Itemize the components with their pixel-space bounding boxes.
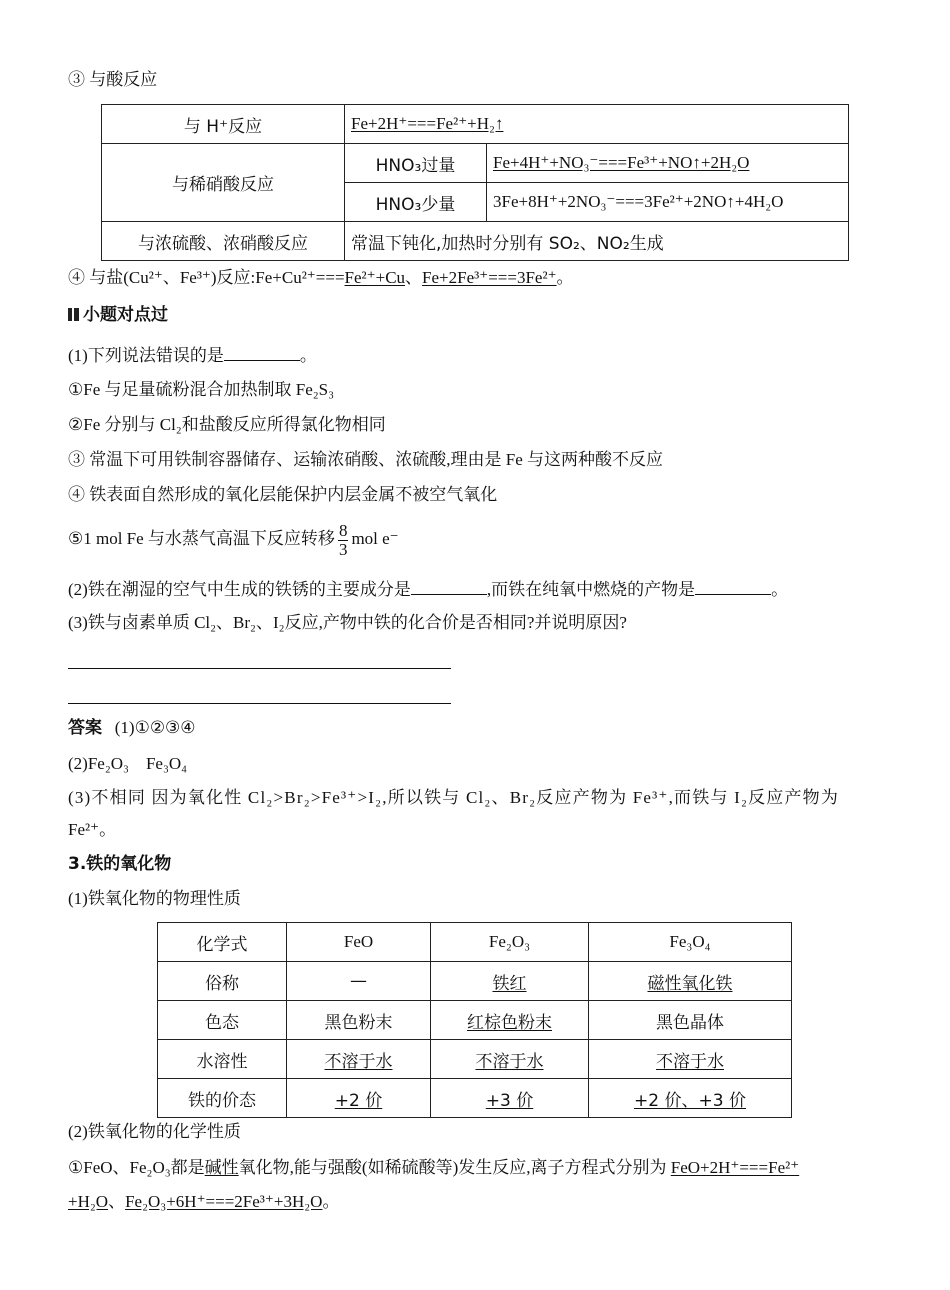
cell-feo-color: 黑色粉末 — [287, 1001, 431, 1040]
oxides-chemical-heading: (2)铁氧化物的化学性质 — [68, 1122, 241, 1141]
salt-end: 。 — [556, 268, 574, 287]
oxides-physical-heading: (1)铁氧化物的物理性质 — [68, 889, 241, 908]
header-formula: 化学式 — [158, 923, 287, 962]
header-fe3o4: Fe₃O₄ — [589, 923, 792, 962]
row-label-solubility: 水溶性 — [158, 1040, 287, 1079]
answer-line-1 — [68, 668, 451, 669]
cell-feo-name: — — [287, 962, 431, 1001]
cell-fe3o4-name: 磁性氧化铁 — [647, 973, 733, 994]
chemical-answer-feo-cont: +H₂O — [68, 1192, 109, 1211]
acid-reaction-table — [101, 104, 849, 261]
section-marker-icon — [68, 308, 79, 321]
salt-prefix: ④ 与盐(Cu²⁺、Fe³⁺)反应:Fe+Cu²⁺=== — [68, 268, 345, 287]
answer-blank-2b — [695, 576, 771, 595]
chemical-answer-fe2o3: Fe₂O₃+6H⁺===2Fe³⁺+3H₂O — [125, 1192, 323, 1211]
reaction-concentrated: 常温下钝化,加热时分别有 SO₂、NO₂生成 — [345, 222, 849, 261]
sub-label-nitric-less: HNO₃少量 — [345, 183, 487, 222]
answer-line-a1 — [68, 716, 196, 740]
answer-label: 答案 — [68, 718, 102, 738]
row-label-dilute-nitric: 与稀硝酸反应 — [102, 144, 345, 222]
question-2: (2)铁在潮湿的空气中生成的铁锈的主要成分是 ,而铁在纯氧中燃烧的产物是 。 — [68, 576, 788, 602]
question-2-text-a: (2)铁在潮湿的空气中生成的铁锈的主要成分是 — [68, 580, 411, 599]
quiz-title-text: 小题对点过 — [83, 305, 168, 325]
chemical-text-c: 氧化物,能与强酸(如稀硫酸等)发生反应,离子方程式分别为 — [238, 1158, 671, 1177]
answer-2: (2)Fe₂O₃ Fe₃O₄ — [68, 754, 188, 773]
statement-2: ②Fe 分别与 Cl₂和盐酸反应所得氯化物相同 — [68, 415, 386, 434]
reaction-nitric-less: 3Fe+8H⁺+2NO₃⁻===3Fe²⁺+2NO↑+4H₂O — [487, 183, 849, 222]
oxides-table — [157, 922, 792, 1118]
row-label-valence: 铁的价态 — [158, 1079, 287, 1118]
cell-fe2o3-color: 红棕色粉末 — [467, 1012, 552, 1033]
statement-5 — [68, 518, 399, 560]
reaction-h-plus: Fe+2H⁺===Fe²⁺+H₂↑ — [351, 114, 504, 133]
row-label-common-name: 俗称 — [158, 962, 287, 1001]
chemical-answer-feo: FeO+2H⁺===Fe²⁺ — [670, 1158, 800, 1177]
chemical-line-1 — [68, 1156, 799, 1180]
fraction-numerator: 8 — [338, 520, 348, 540]
header-fe2o3: Fe₂O₃ — [431, 923, 589, 962]
acid-heading: ③ 与酸反应 — [68, 70, 158, 89]
fraction — [338, 522, 349, 559]
chemical-sep: 、 — [108, 1192, 126, 1211]
fraction-denominator: 3 — [338, 539, 348, 559]
cell-fe3o4-valence: +2 价、+3 价 — [634, 1090, 746, 1111]
cell-fe2o3-solubility: 不溶于水 — [475, 1051, 544, 1072]
answer-line-2 — [68, 703, 451, 704]
chemical-answer-basic: 碱性 — [204, 1158, 239, 1177]
chemical-end: 。 — [322, 1192, 340, 1211]
answer-1: (1)①②③④ — [114, 718, 196, 737]
cell-fe2o3-name: 铁红 — [492, 973, 527, 994]
answer-3-line-2: Fe²⁺。 — [68, 820, 117, 839]
cell-feo-solubility: 不溶于水 — [324, 1051, 393, 1072]
reaction-nitric-excess: Fe+4H⁺+NO₃⁻===Fe³⁺+NO↑+2H₂O — [493, 153, 750, 172]
salt-line — [68, 266, 574, 290]
question-1: (1)下列说法错误的是 。 — [68, 342, 317, 368]
cell-fe2o3-valence: +3 价 — [485, 1090, 534, 1111]
header-feo: FeO — [287, 923, 431, 962]
question-2-text-b: ,而铁在纯氧中燃烧的产物是 — [486, 580, 696, 599]
question-3: (3)铁与卤素单质 Cl₂、Br₂、I₂反应,产物中铁的化合价是否相同?并说明原因? — [68, 613, 627, 632]
cell-feo-valence: +2 价 — [334, 1090, 383, 1111]
oxides-title: 3.铁的氧化物 — [68, 854, 172, 874]
answer-blank-1 — [224, 342, 300, 361]
statement-4: ④ 铁表面自然形成的氧化层能保护内层金属不被空气氧化 — [68, 485, 498, 504]
row-label-h-plus: 与 H⁺反应 — [102, 105, 345, 144]
row-label-color-state: 色态 — [158, 1001, 287, 1040]
sub-label-nitric-excess: HNO₃过量 — [345, 144, 487, 183]
cell-fe3o4-solubility: 不溶于水 — [656, 1051, 724, 1072]
statement-3: ③ 常温下可用铁制容器储存、运输浓硝酸、浓硫酸,理由是 Fe 与这两种酸不反应 — [68, 450, 663, 469]
statement-5-text: ⑤1 mol Fe 与水蒸气高温下反应转移 — [68, 529, 335, 548]
salt-answer-1: Fe²⁺+Cu — [344, 268, 406, 287]
chemical-line-2 — [68, 1190, 339, 1214]
row-label-concentrated: 与浓硫酸、浓硝酸反应 — [102, 222, 345, 261]
quiz-title — [68, 303, 168, 327]
statement-1: ①Fe 与足量硫粉混合加热制取 Fe₂S₃ — [68, 380, 335, 399]
question-1-text: (1)下列说法错误的是 — [68, 346, 224, 365]
chemical-text-a: ①FeO、Fe₂O₃都是 — [68, 1158, 205, 1177]
cell-fe3o4-color: 黑色晶体 — [589, 1001, 792, 1040]
answer-3-line-1: (3)不相同 因为氧化性 Cl₂>Br₂>Fe³⁺>I₂,所以铁与 Cl₂、Br₂反应产物为 Fe³⁺,而铁与 I₂反应产物为 — [68, 788, 840, 807]
answer-blank-2a — [411, 576, 487, 595]
salt-answer-2: Fe+2Fe³⁺===3Fe²⁺ — [422, 268, 557, 287]
salt-sep: 、 — [405, 268, 423, 287]
statement-5-unit: mol e⁻ — [351, 529, 399, 548]
